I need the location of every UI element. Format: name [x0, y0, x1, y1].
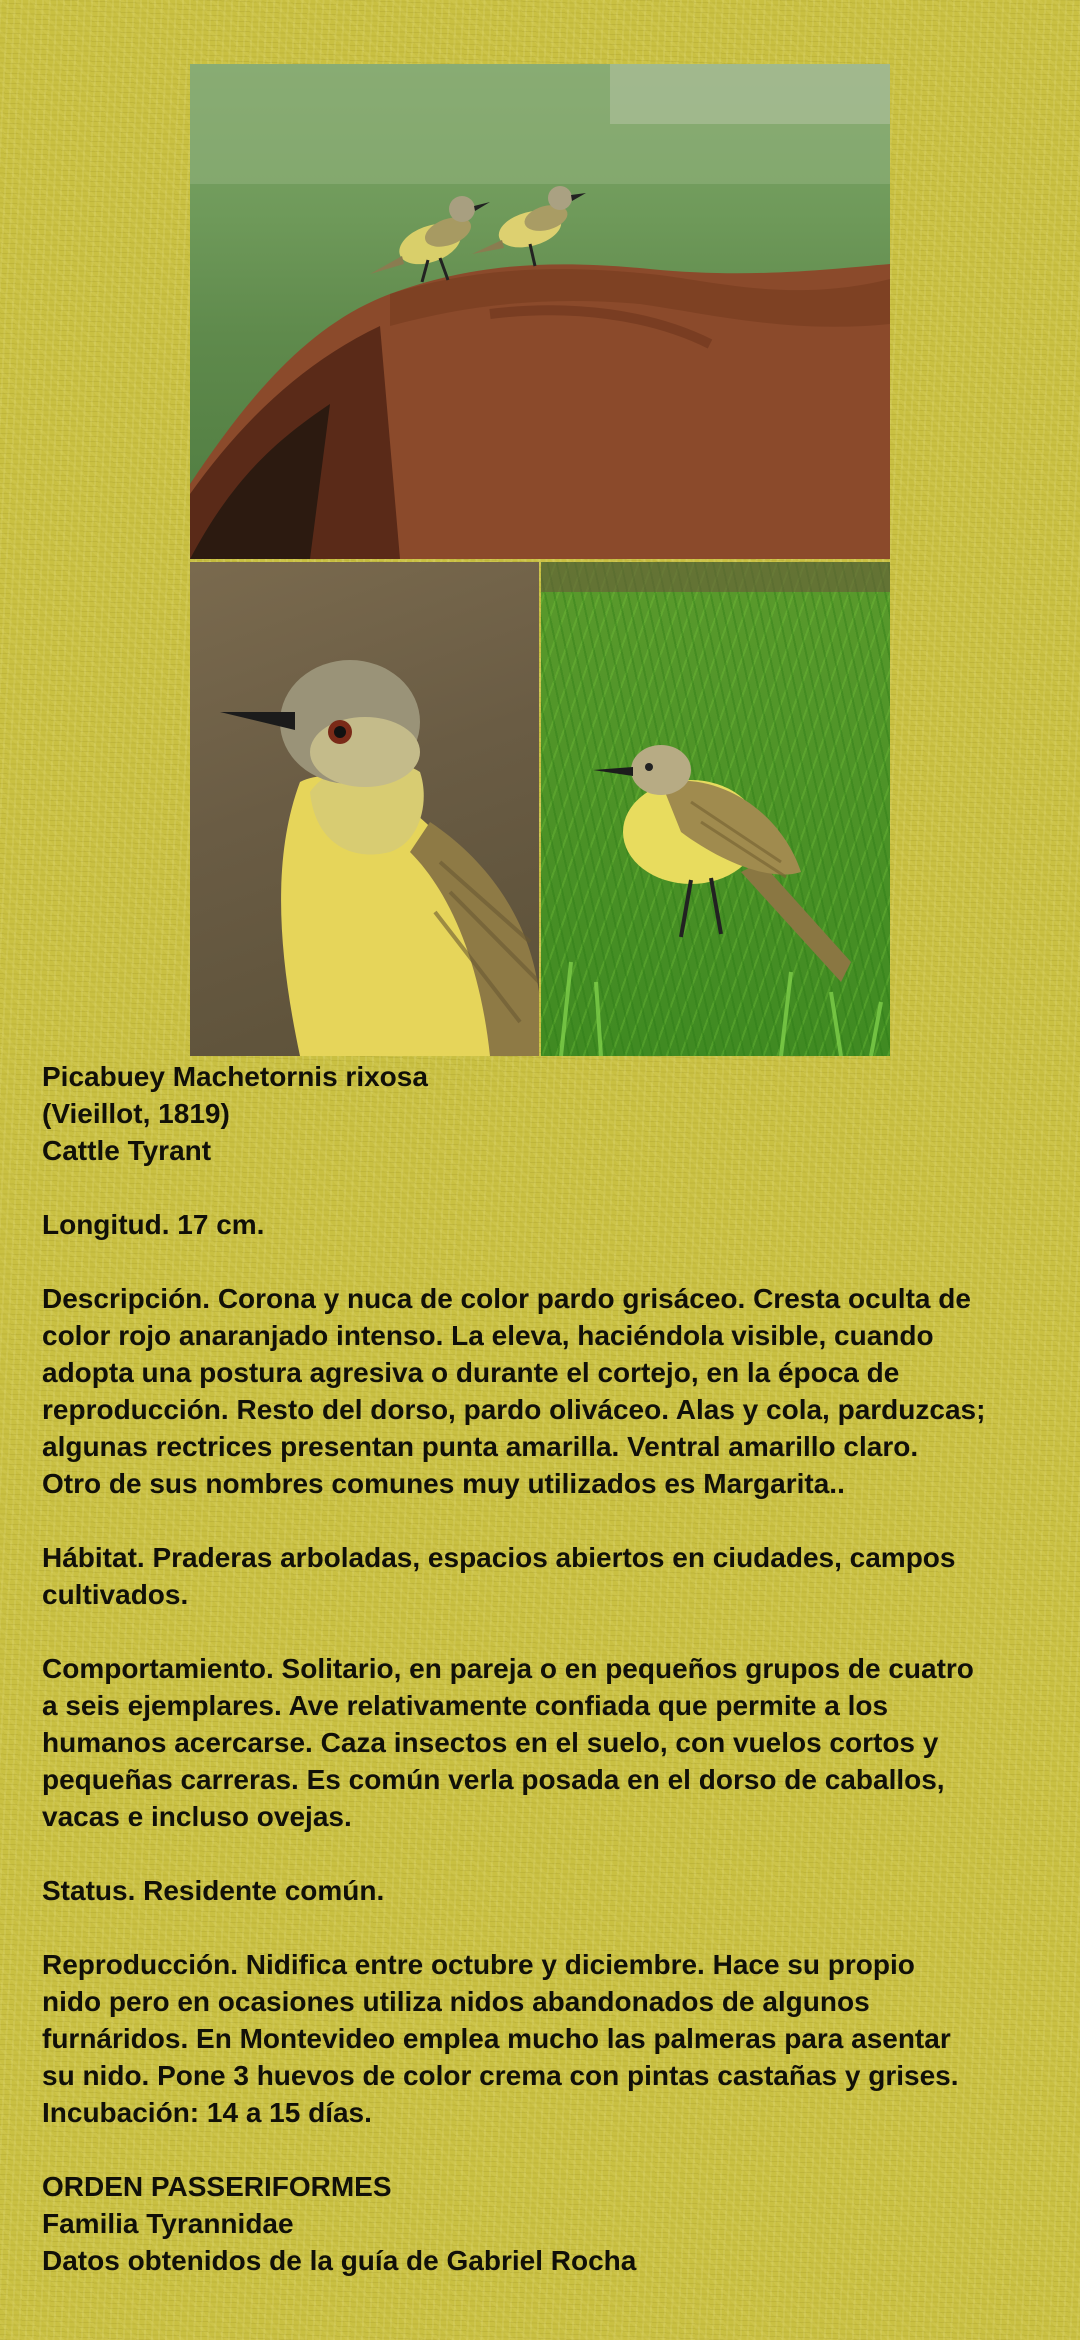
reproduccion-line: nido pero en ocasiones utiliza nidos abandonados de algunos: [42, 1986, 870, 2017]
status-text: Status. Residente común.: [42, 1875, 385, 1906]
species-english-name: Cattle Tyrant: [42, 1135, 212, 1166]
comportamiento-line: pequeñas carreras. Es común verla posada en el dorso de caballos,: [42, 1764, 945, 1795]
reproduccion-line: furnáridos. En Montevideo emplea mucho las palmeras para asentar: [42, 2023, 951, 2054]
descripcion-line: algunas rectrices presentan punta amarilla. Ventral amarillo claro.: [42, 1431, 919, 1462]
source-credit: Datos obtenidos de la guía de Gabriel Rocha: [42, 2245, 637, 2276]
reproduccion-line: Reproducción. Nidifica entre octubre y diciembre. Hace su propio: [42, 1949, 915, 1980]
reproduccion-paragraph: [42, 1946, 1042, 2131]
species-article: [42, 1058, 1042, 2279]
comportamiento-line: humanos acercarse. Caza insectos en el suelo, con vuelos cortos y: [42, 1727, 939, 1758]
bird-closeup-illustration: [190, 562, 539, 1056]
comportamiento-line: vacas e incluso ovejas.: [42, 1801, 352, 1832]
descripcion-line: color rojo anaranjado intenso. La eleva, haciéndola visible, cuando: [42, 1320, 934, 1351]
bird-head-closeup-photo: [190, 562, 539, 1056]
comportamiento-line: Comportamiento. Solitario, en pareja o en pequeños grupos de cuatro: [42, 1653, 974, 1684]
comportamiento-paragraph: [42, 1650, 1042, 1835]
taxonomy-footer: [42, 2168, 1042, 2279]
descripcion-line: Descripción. Corona y nuca de color pardo grisáceo. Cresta oculta de: [42, 1283, 971, 1314]
descripcion-line: reproducción. Resto del dorso, pardo oliváceo. Alas y cola, parduzcas;: [42, 1394, 986, 1425]
bird-on-grass-illustration: [541, 562, 890, 1056]
bird-on-grass-photo: [541, 562, 890, 1056]
species-header: [42, 1058, 1042, 1169]
familia-text: Familia Tyrannidae: [42, 2208, 294, 2239]
orden-text: ORDEN PASSERIFORMES: [42, 2171, 392, 2202]
comportamiento-line: a seis ejemplares. Ave relativamente confiada que permite a los: [42, 1690, 889, 1721]
species-name: Picabuey Machetornis rixosa: [42, 1061, 428, 1092]
birds-on-horse-illustration: [190, 64, 890, 559]
birds-on-horse-photo: [190, 64, 890, 559]
reproduccion-line: Incubación: 14 a 15 días.: [42, 2097, 372, 2128]
reproduccion-line: su nido. Pone 3 huevos de color crema con pintas castañas y grises.: [42, 2060, 959, 2091]
species-author: (Vieillot, 1819): [42, 1098, 230, 1129]
descripcion-paragraph: [42, 1280, 1042, 1502]
habitat-paragraph: [42, 1539, 1042, 1613]
longitud-text: Longitud. 17 cm.: [42, 1209, 265, 1240]
descripcion-line: adopta una postura agresiva o durante el cortejo, en la época de: [42, 1357, 900, 1388]
habitat-line: Hábitat. Praderas arboladas, espacios abiertos en ciudades, campos: [42, 1542, 956, 1573]
habitat-line: cultivados.: [42, 1579, 189, 1610]
descripcion-line: Otro de sus nombres comunes muy utilizados es Margarita..: [42, 1468, 845, 1499]
